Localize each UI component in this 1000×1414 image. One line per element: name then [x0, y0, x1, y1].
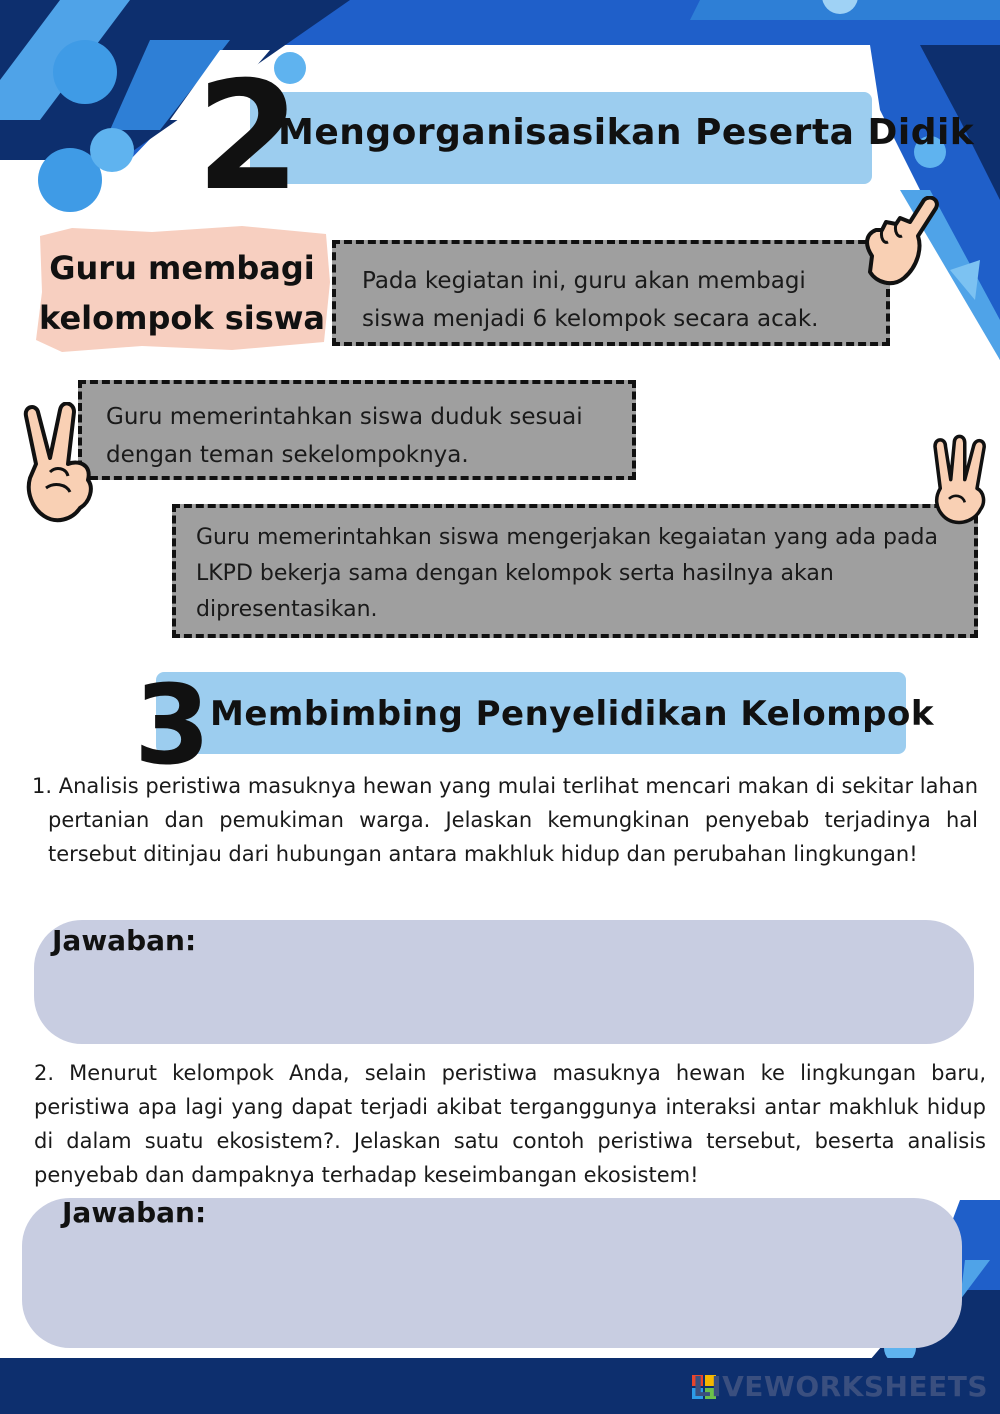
three-finger-hand-icon [928, 430, 998, 538]
label-group-title: Guru membagi kelompok siswa [39, 249, 325, 337]
two-finger-hand-icon [16, 402, 106, 532]
section-2-number: 2 [196, 50, 301, 224]
step-box-3 [172, 504, 978, 638]
one-finger-hand-icon [852, 196, 942, 296]
watermark-text: LIVEWORKSHEETS [692, 1370, 988, 1403]
question-2-text: 2. Menurut kelompok Anda, selain peristiwa masuknya hewan ke lingkungan baru, peristiwa apa lagi yang dapat terjadi akibat terganggunya interaksi antar makhluk hidup di dalam suatu ekosistem?. Jelaskan satu contoh peristiwa tersebut, beserta analisis penyebab dan dampaknya terhadap keseimbangan ekosistem! [34, 1061, 986, 1187]
step-box-2 [78, 380, 636, 480]
step-1-text: Pada kegiatan ini, guru akan membagi siswa menjadi 6 kelompok secara acak. [362, 268, 819, 332]
section-2-title: Mengorganisasikan Peserta Didik [278, 112, 975, 153]
answer-label-1: Jawaban: [52, 924, 197, 957]
step-3-text: Guru memerintahkan siswa mengerjakan kegaiatan yang ada pada LKPD bekerja sama dengan kelompok serta hasilnya akan dipresentasikan. [196, 525, 938, 622]
step-2-text: Guru memerintahkan siswa duduk sesuai dengan teman sekelompoknya. [106, 404, 583, 468]
section-3-number: 3 [134, 661, 211, 789]
step-box-1 [332, 240, 890, 346]
section-3-title: Membimbing Penyelidikan Kelompok [210, 694, 934, 734]
question-1-text: 1. Analisis peristiwa masuknya hewan yang mulai terlihat mencari makan di sekitar lahan pertanian dan pemukiman warga. Jelaskan kemungkinan penyebab terjadinya hal tersebut ditinjau dari hubungan antara makhluk hidup dan perubahan lingkungan! [32, 774, 978, 866]
answer-label-2: Jawaban: [62, 1196, 207, 1229]
